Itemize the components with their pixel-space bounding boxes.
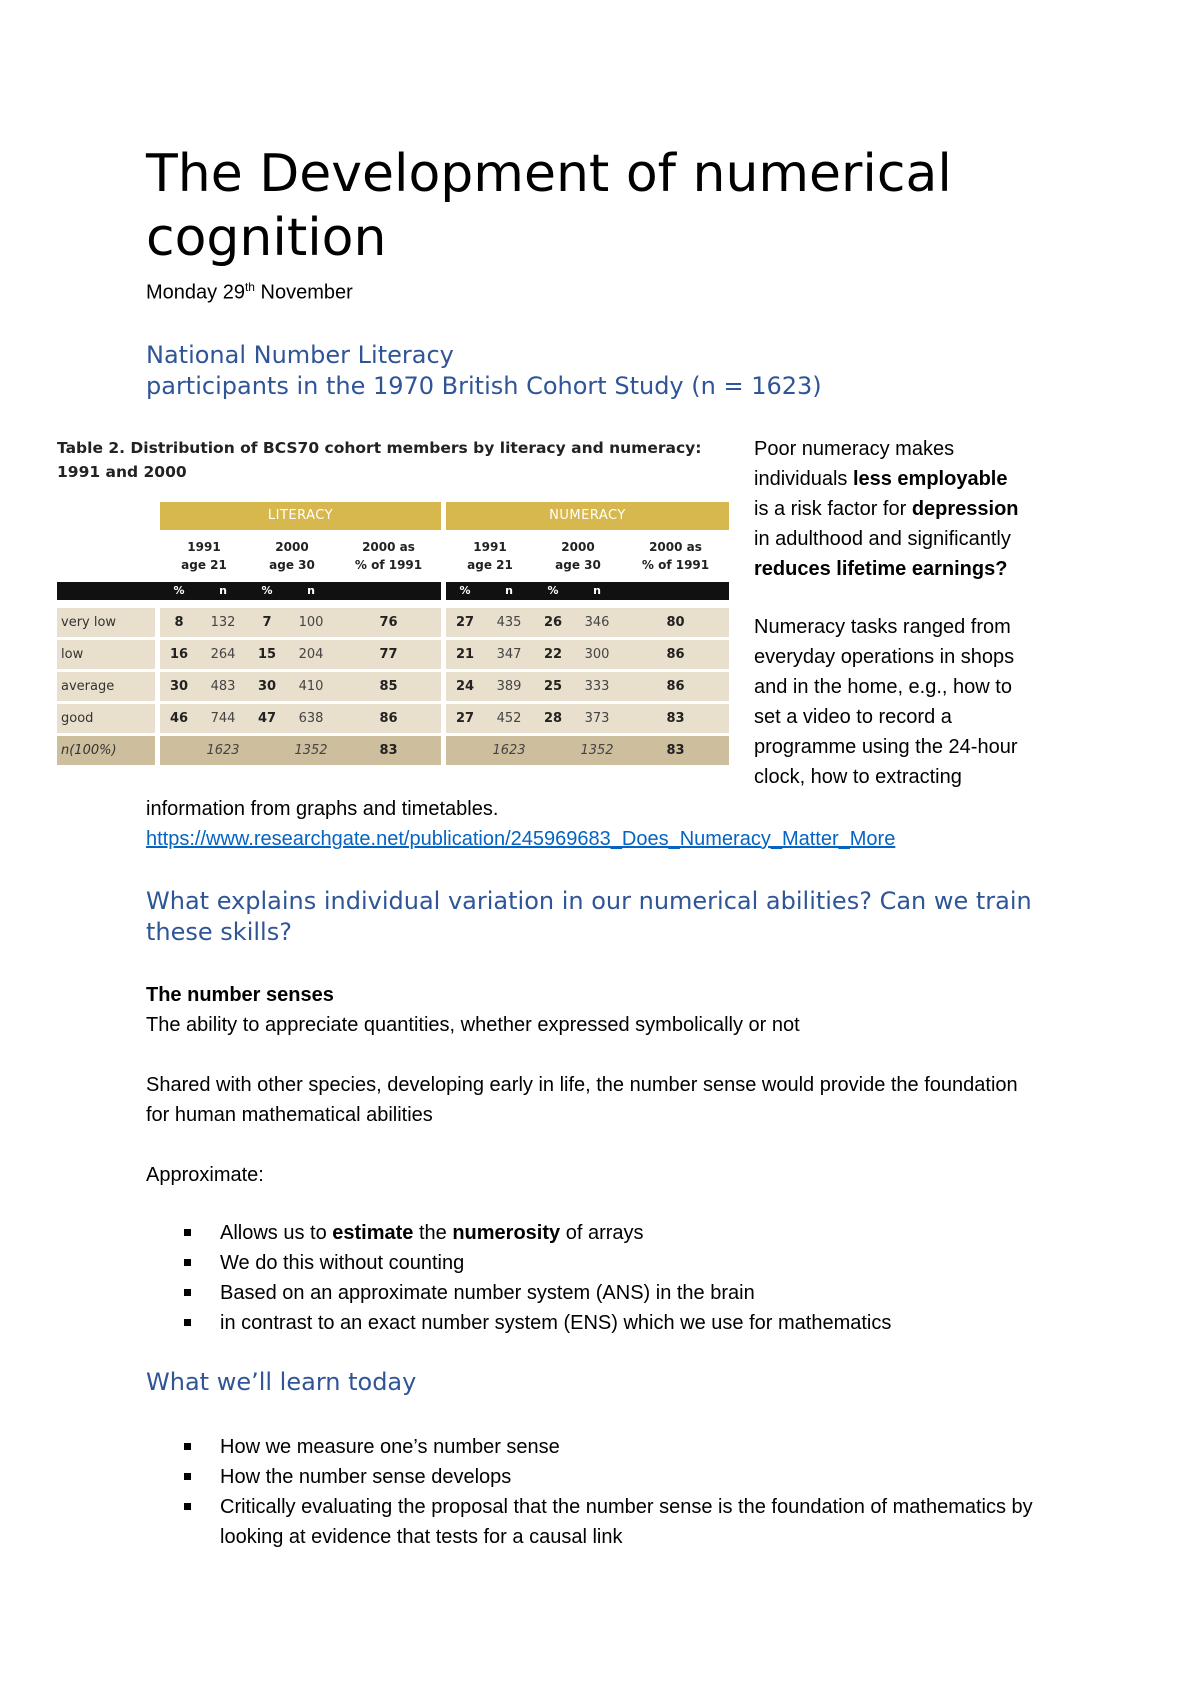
section-heading-learn-today: What we’ll learn today xyxy=(146,1368,417,1396)
list-item: How we measure one’s number sense xyxy=(146,1432,1066,1462)
list-item: Based on an approximate number system (ANS) in the brain xyxy=(146,1278,891,1308)
table-row: average 30 483 30 410 85 24 389 25 333 86 xyxy=(57,672,729,701)
subheader-num-pct: 2000 as % of 1991 xyxy=(641,540,710,572)
number-senses-shared: Shared with other species, developing early in life, the number sense would provide the foundation for human mathematical abilities xyxy=(146,1074,1018,1126)
subheader-num-2000: 2000 age 30 xyxy=(555,540,601,572)
col-n-header: n xyxy=(219,584,227,597)
col-pct-header: % xyxy=(547,584,559,597)
group-header-literacy: LITERACY xyxy=(160,502,441,530)
col-pct-header: % xyxy=(459,584,471,597)
list-item: How the number sense develops xyxy=(146,1462,1066,1492)
col-pct-header: % xyxy=(173,584,185,597)
table-total-row: n(100%) 1623 1352 83 1623 1352 83 xyxy=(57,736,729,765)
subheader-lit-1991: 1991 age 21 xyxy=(181,540,227,572)
lecture-date: Monday 29th November xyxy=(146,280,353,304)
heading-line-2: participants in the 1970 British Cohort Study (n = 1623) xyxy=(146,372,822,400)
numeracy-side-text: Poor numeracy makes individuals less employable is a risk factor for depression in adulthood and significantly reduces lifetime earnings? Numeracy tasks ranged from everyday operations in shops and in the home, e.g., how to set a video to record a programme using the 24-hour clock, how to extracting xyxy=(754,438,1019,788)
table-row: very low 8 132 7 100 76 27 435 26 346 80 xyxy=(57,608,729,637)
researchgate-link[interactable]: https://www.researchgate.net/publication/245969683_Does_Numeracy_Matter_More xyxy=(146,828,896,850)
list-item: in contrast to an exact number system (ENS) which we use for mathematics xyxy=(146,1308,891,1338)
group-header-numeracy: NUMERACY xyxy=(446,502,729,530)
table-figure xyxy=(57,436,729,766)
list-item: Allows us to estimate the numerosity of arrays xyxy=(146,1218,891,1248)
section-heading-variation: What explains individual variation in our numerical abilities? Can we train these skills? xyxy=(146,887,1032,946)
heading-line-1: National Number Literacy xyxy=(146,341,454,369)
continuation-text: information from graphs and timetables. xyxy=(146,798,499,820)
col-n-header: n xyxy=(505,584,513,597)
table-row: good 46 744 47 638 86 27 452 28 373 83 xyxy=(57,704,729,733)
subheader-num-1991: 1991 age 21 xyxy=(467,540,513,572)
learn-today-bullet-list xyxy=(146,1432,1066,1552)
list-item: Critically evaluating the proposal that the number sense is the foundation of mathematics by looking at evidence that tests for a causal link xyxy=(146,1492,1066,1552)
source-link-line xyxy=(146,824,895,854)
col-n-header: n xyxy=(593,584,601,597)
page-title: The Development of numerical cognition xyxy=(146,144,952,268)
number-senses-definition: The ability to appreciate quantities, whether expressed symbolically or not xyxy=(146,1014,800,1036)
subheader-lit-pct: 2000 as % of 1991 xyxy=(354,540,423,572)
subheader-lit-2000: 2000 age 30 xyxy=(269,540,315,572)
approximate-bullet-list xyxy=(146,1218,891,1338)
list-item: We do this without counting xyxy=(146,1248,891,1278)
number-senses-title: The number senses xyxy=(146,984,334,1006)
table-caption: Table 2. Distribution of BCS70 cohort members by literacy and numeracy: 1991 and 2000 xyxy=(57,439,702,481)
col-pct-header: % xyxy=(261,584,273,597)
table-row: low 16 264 15 204 77 21 347 22 300 86 xyxy=(57,640,729,669)
approximate-label: Approximate: xyxy=(146,1164,264,1186)
section-heading-literacy xyxy=(146,340,1046,402)
col-n-header: n xyxy=(307,584,315,597)
